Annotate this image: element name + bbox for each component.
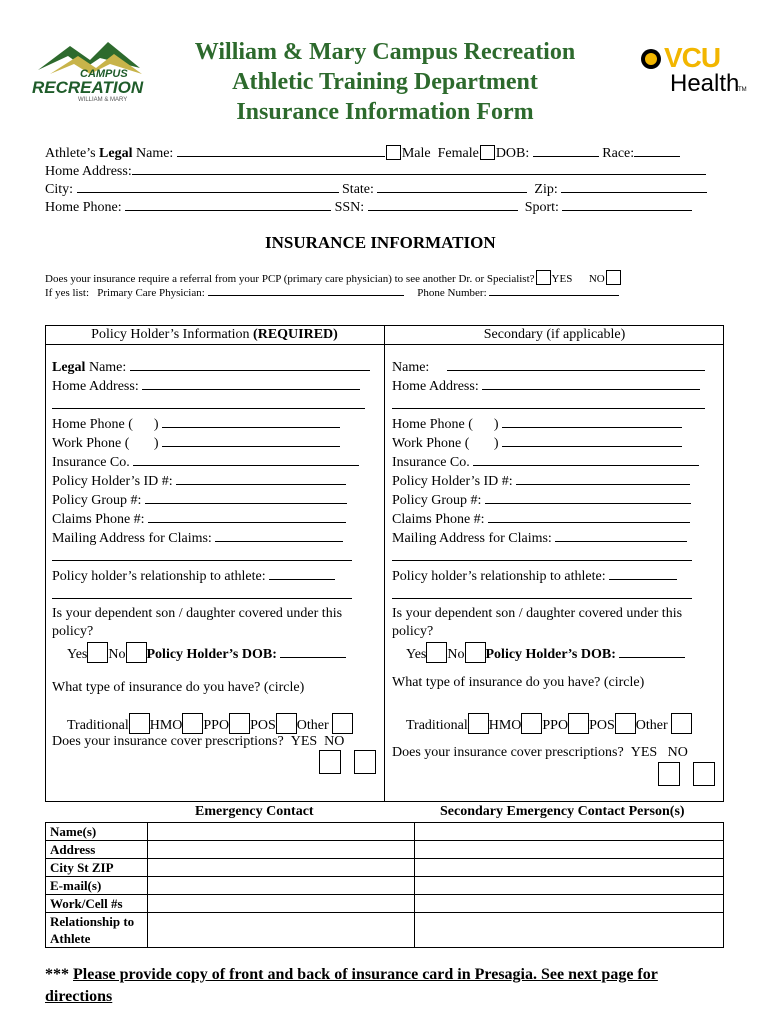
emergency-contact-table [45, 822, 724, 948]
primary-relationship-line2[interactable] [52, 586, 352, 599]
sec-address-field[interactable] [414, 841, 724, 859]
referral-no-checkbox[interactable] [606, 270, 621, 285]
table-row: E-mail(s) [46, 877, 724, 895]
secondary-rx-yes-checkbox[interactable] [658, 762, 680, 786]
primary-insurance-co-field[interactable] [133, 453, 359, 466]
campus-recreation-logo [30, 40, 150, 110]
referral-row: Does your insurance require a referral from your PCP (primary care physician) to see another Dr. or Specialist? YES NO [45, 270, 622, 285]
primary-rx-row: Does your insurance cover prescriptions? YES NO [52, 734, 345, 749]
secondary-pos-checkbox[interactable] [615, 713, 636, 734]
sec-email-field[interactable] [414, 877, 724, 895]
primary-column: Legal Name: Home Address: Home Phone ( ) Work Phone ( ) Insurance Co. Policy Holder’s ID #: Policy Group #: Claims Phone #: Mailing Address for Claims: Policy holder’s relationship to athlete: Is your dependent son / daughter covered under this policy? [52, 358, 378, 641]
logo-recreation: RECREATION [32, 78, 144, 97]
primary-header: Policy Holder’s Information (REQUIRED) [91, 327, 338, 342]
table-row: Work/Cell #s [46, 895, 724, 913]
primary-dependent-row: Yes No Policy Holder’s DOB: [67, 642, 346, 664]
pcp-phone-field[interactable] [489, 286, 619, 296]
panel-divider [384, 325, 385, 802]
logo-sub: WILLIAM & MARY [78, 97, 128, 103]
referral-yes-checkbox[interactable] [536, 270, 551, 285]
sec-relationship-field[interactable] [414, 913, 724, 948]
sec-phone-field[interactable] [414, 895, 724, 913]
primary-claims-phone-field[interactable] [148, 510, 346, 523]
ec-city-field[interactable] [147, 859, 414, 877]
table-row: Name(s) [46, 823, 724, 841]
secondary-address-line2[interactable] [392, 396, 705, 409]
secondary-rx-row: Does your insurance cover prescriptions? YES NO [392, 745, 688, 760]
secondary-insurance-co-field[interactable] [473, 453, 699, 466]
secondary-type-row: Traditional HMO PPO POS Other [406, 713, 692, 735]
secondary-mailing-field[interactable] [555, 529, 687, 542]
zip-field[interactable] [561, 180, 707, 193]
pcp-row: If yes list: Primary Care Physician: Phone Number: [45, 286, 619, 299]
secondary-column: Name: Home Address: Home Phone ( ) Work Phone ( ) Insurance Co. Policy Holder’s ID #: Policy Group #: Claims Phone #: Mailing Address for Claims: Policy holder’s relationship to athlete: Is your dependent son / daughter covered under this policy? [392, 358, 718, 641]
ec-name-field[interactable] [147, 823, 414, 841]
secondary-yes-checkbox[interactable] [426, 642, 447, 663]
dob-field[interactable] [533, 144, 599, 157]
title-line-2: Athletic Training Department [232, 69, 538, 95]
primary-hmo-checkbox[interactable] [182, 713, 203, 734]
sec-name-field[interactable] [414, 823, 724, 841]
city-field[interactable] [77, 180, 339, 193]
secondary-relationship-line2[interactable] [392, 586, 692, 599]
sport-field[interactable] [562, 198, 692, 211]
secondary-home-phone-field[interactable] [502, 415, 682, 428]
home-address-row: Home Address: [45, 162, 706, 180]
secondary-address-field[interactable] [482, 377, 700, 390]
home-address-field[interactable] [132, 162, 706, 175]
home-phone-field[interactable] [125, 198, 331, 211]
primary-mailing-line2[interactable] [52, 548, 352, 561]
footer-note-line1: *** Please provide copy of front and back of insurance card in Presagia. See next page for [45, 966, 658, 983]
seal-icon [640, 48, 662, 70]
panel-header-rule [45, 344, 724, 345]
secondary-relationship-field[interactable] [609, 567, 677, 580]
secondary-mailing-line2[interactable] [392, 548, 692, 561]
primary-policy-id-field[interactable] [176, 472, 346, 485]
secondary-hmo-checkbox[interactable] [521, 713, 542, 734]
city-row: City: State: Zip: [45, 180, 707, 198]
state-field[interactable] [377, 180, 527, 193]
ec-email-field[interactable] [147, 877, 414, 895]
emergency-contact-header: Emergency Contact [195, 804, 314, 819]
male-checkbox[interactable] [386, 145, 401, 160]
primary-name-field[interactable] [130, 358, 370, 371]
primary-pos-checkbox[interactable] [276, 713, 297, 734]
primary-dob-field[interactable] [280, 645, 346, 658]
secondary-dependent-row: Yes No Policy Holder’s DOB: [406, 642, 685, 664]
table-row: Address [46, 841, 724, 859]
ec-address-field[interactable] [147, 841, 414, 859]
primary-type-row: Traditional HMO PPO POS Other [67, 713, 353, 735]
primary-relationship-field[interactable] [269, 567, 335, 580]
primary-mailing-field[interactable] [215, 529, 343, 542]
secondary-no-checkbox[interactable] [465, 642, 486, 663]
table-row: City St ZIP [46, 859, 724, 877]
logo-vcu: VCU [664, 42, 721, 73]
pcp-field[interactable] [208, 286, 404, 296]
secondary-ppo-checkbox[interactable] [568, 713, 589, 734]
primary-no-checkbox[interactable] [126, 642, 147, 663]
secondary-dob-field[interactable] [619, 645, 685, 658]
phone-row: Home Phone: SSN: Sport: [45, 198, 692, 216]
insurance-heading: INSURANCE INFORMATION [265, 233, 496, 252]
secondary-header: Secondary (if applicable) [483, 327, 626, 342]
secondary-rx-no-checkbox[interactable] [693, 762, 715, 786]
ec-phone-field[interactable] [147, 895, 414, 913]
primary-address-line2[interactable] [52, 396, 365, 409]
secondary-emergency-header: Secondary Emergency Contact Person(s) [440, 804, 685, 819]
ssn-field[interactable] [368, 198, 518, 211]
secondary-policy-id-field[interactable] [516, 472, 690, 485]
athlete-name-row: Athlete’s Legal Name: Male Female DOB: Race: [45, 144, 680, 162]
logo-health: Health [670, 70, 740, 97]
primary-other-checkbox[interactable] [332, 713, 353, 734]
secondary-type-q: What type of insurance do you have? (circle) [392, 675, 645, 690]
primary-ppo-checkbox[interactable] [229, 713, 250, 734]
footer-note-line2: directions [45, 988, 113, 1005]
primary-policy-group-field[interactable] [145, 491, 347, 504]
secondary-traditional-checkbox[interactable] [468, 713, 489, 734]
secondary-work-phone-field[interactable] [502, 434, 682, 447]
secondary-claims-phone-field[interactable] [488, 510, 690, 523]
logo-tm: TM [738, 87, 747, 93]
primary-traditional-checkbox[interactable] [129, 713, 150, 734]
title-line-3: Insurance Information Form [236, 99, 534, 125]
secondary-other-checkbox[interactable] [671, 713, 692, 734]
vcu-health-logo [640, 44, 755, 100]
primary-home-phone-field[interactable] [162, 415, 340, 428]
logo-campus: CAMPUS [80, 68, 128, 80]
race-field[interactable] [634, 144, 680, 157]
primary-yes-checkbox[interactable] [87, 642, 108, 663]
female-checkbox[interactable] [480, 145, 495, 160]
primary-address-field[interactable] [142, 377, 360, 390]
title-line-1: William & Mary Campus Recreation [194, 39, 576, 65]
primary-type-q: What type of insurance do you have? (circle) [52, 680, 305, 695]
secondary-name-field[interactable] [447, 358, 705, 371]
ec-relationship-field[interactable] [147, 913, 414, 948]
primary-rx-no-checkbox[interactable] [354, 750, 376, 774]
sec-city-field[interactable] [414, 859, 724, 877]
secondary-policy-group-field[interactable] [485, 491, 691, 504]
table-row: Relationship to Athlete [46, 913, 724, 948]
primary-work-phone-field[interactable] [162, 434, 340, 447]
athlete-name-field[interactable] [177, 144, 385, 157]
primary-rx-yes-checkbox[interactable] [319, 750, 341, 774]
